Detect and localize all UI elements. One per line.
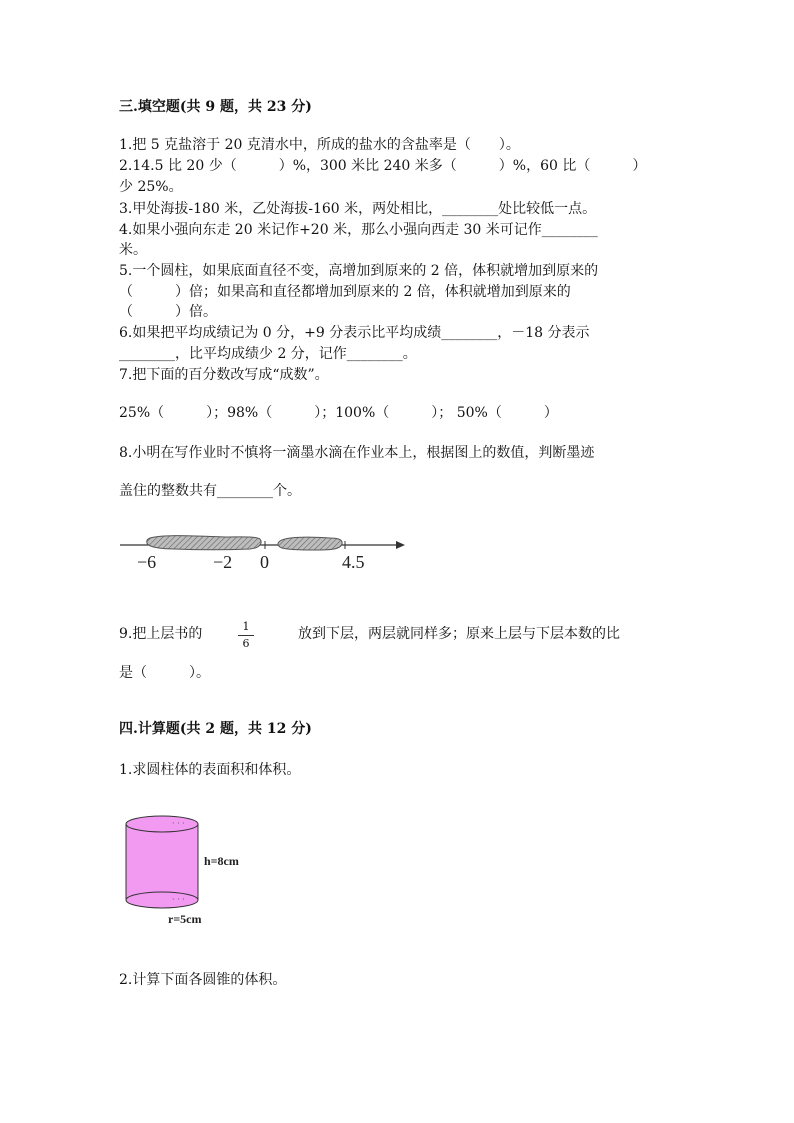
section3-heading: 三.填空题(共 9 题，共 23 分) bbox=[119, 99, 312, 115]
fraction-bar bbox=[238, 635, 254, 636]
cylinder-top bbox=[126, 816, 198, 832]
number-line-label: −6 bbox=[137, 552, 157, 572]
calc-question-1: 1.求圆柱体的表面积和体积。 bbox=[119, 762, 301, 778]
question-5-line2: （ ）倍；如果高和直径都增加到原来的 2 倍，体积就增加到原来的 bbox=[119, 284, 571, 300]
question-7: 7.把下面的百分数改写成“成数”。 bbox=[119, 367, 329, 383]
cylinder-height-label: h=8cm bbox=[204, 854, 239, 868]
question-3: 3.甲处海拔-180 米，乙处海拔-160 米，两处相比，________处比较低一点。 bbox=[119, 201, 597, 217]
question-6-line2: ________，比平均成绩少 2 分，记作________。 bbox=[119, 346, 417, 362]
question-1: 1.把 5 克盐溶于 20 克清水中，所成的盐水的含盐率是（ ）。 bbox=[119, 137, 520, 153]
question-2-line2: 少 25%。 bbox=[119, 179, 183, 195]
ink-blot-left bbox=[147, 536, 261, 550]
question-8-line1: 8.小明在写作业时不慎将一滴墨水滴在作业本上，根据图上的数值，判断墨迹 bbox=[119, 445, 595, 461]
cylinder-radius-label: r=5cm bbox=[168, 912, 202, 926]
question-7-items: 25%（ ）；98%（ ）；100%（ ）； 50%（ ） bbox=[119, 405, 558, 421]
question-9-prefix: 9.把上层书的 bbox=[119, 626, 203, 642]
question-6-line1: 6.如果把平均成绩记为 0 分，+9 分表示比平均成绩________，－18 分表示 bbox=[119, 325, 590, 341]
calc-question-2: 2.计算下面各圆锥的体积。 bbox=[119, 972, 287, 988]
question-9-suffix: 放到下层，两层就同样多；原来上层与下层本数的比 bbox=[298, 626, 620, 642]
question-5-line1: 5.一个圆柱，如果底面直径不变，高增加到原来的 2 倍，体积就增加到原来的 bbox=[119, 263, 599, 279]
number-line-label: −2 bbox=[213, 552, 233, 572]
cylinder-bottom bbox=[126, 892, 198, 908]
cylinder-body bbox=[126, 824, 198, 900]
number-line-arrow-icon bbox=[396, 541, 405, 549]
number-line-label: 0 bbox=[260, 552, 269, 572]
question-9-fraction bbox=[238, 620, 254, 651]
section4-heading: 四.计算题(共 2 题，共 12 分) bbox=[119, 721, 312, 737]
fraction-denominator: 6 bbox=[242, 637, 250, 650]
number-line-label: 4.5 bbox=[342, 552, 365, 572]
cylinder-figure bbox=[118, 810, 248, 930]
question-4-line2: 米。 bbox=[119, 242, 147, 258]
ink-blot-right bbox=[278, 537, 342, 550]
question-8-line2: 盖住的整数共有________个。 bbox=[119, 483, 301, 499]
question-4-line1: 4.如果小强向东走 20 米记作+20 米，那么小强向西走 30 米可记作________ bbox=[119, 222, 598, 238]
question-5-line3: （ ）倍。 bbox=[119, 304, 217, 320]
svg-text:· · ·: · · · bbox=[172, 895, 185, 904]
question-2-line1: 2.14.5 比 20 少（ ）%，300 米比 240 米多（ ）%，60 比（ ） bbox=[119, 158, 647, 174]
question-9-line2: 是（ ）。 bbox=[119, 665, 210, 681]
number-line-figure bbox=[115, 528, 415, 576]
svg-text:· · ·: · · · bbox=[172, 819, 185, 828]
fraction-numerator: 1 bbox=[242, 620, 250, 633]
